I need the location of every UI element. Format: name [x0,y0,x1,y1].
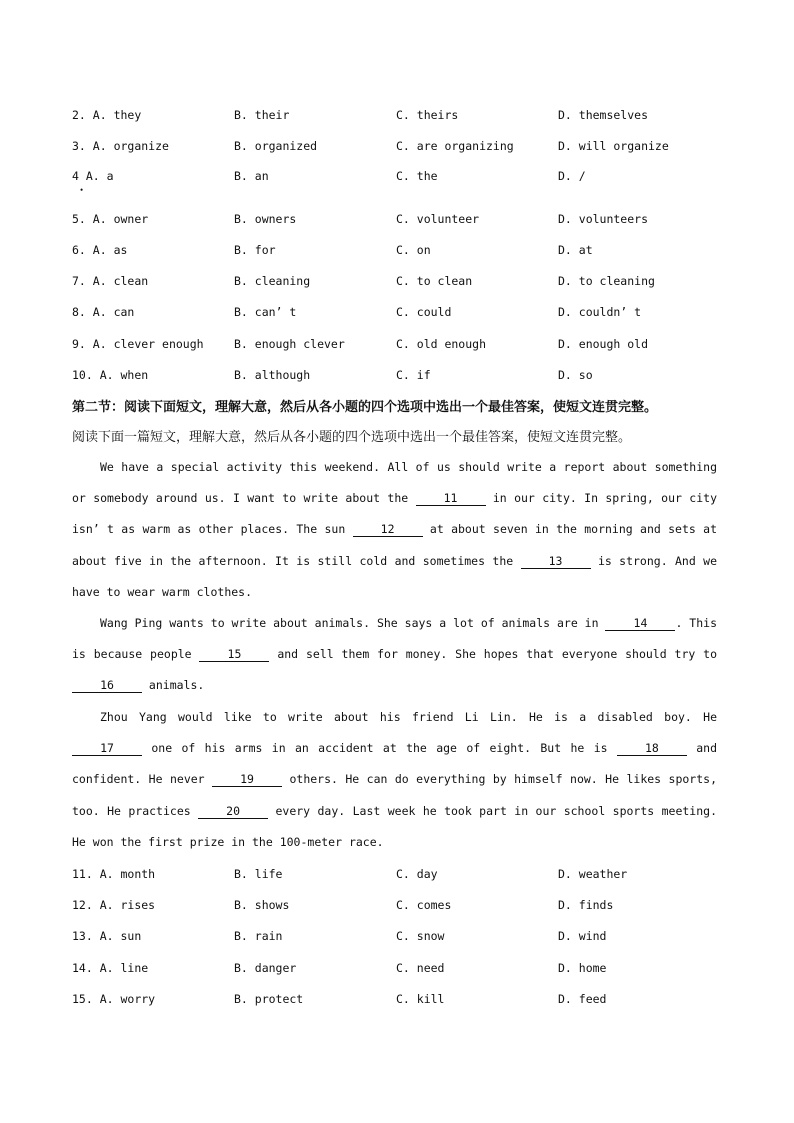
blank-16[interactable]: 16 [72,678,142,693]
option-a: 8. A. can [72,305,135,319]
option-d: D. feed [558,992,607,1006]
option-c: C. volunteer [396,212,480,226]
option-a: 11. A. month [72,867,156,881]
option-b: B. shows [234,898,290,912]
option-b: B. enough clever [234,337,345,351]
option-b: B. owners [234,212,297,226]
option-d: D. volunteers [558,212,649,226]
option-b: B. organized [234,139,318,153]
option-d: D. weather [558,867,628,881]
option-row-5 [72,212,732,230]
option-c: C. kill [396,992,445,1006]
option-row-7 [72,274,732,292]
blank-11[interactable]: 11 [416,491,486,506]
section-heading: 第二节：阅读下面短文，理解大意，然后从各小题的四个选项中选出一个最佳答案，使短文连贯完整。 [72,400,658,415]
option-a: 14. A. line [72,961,149,975]
option-c: C. could [396,305,452,319]
blank-14[interactable]: 14 [605,616,675,631]
option-b: B. rain [234,929,283,943]
option-d: D. couldn’ t [558,305,642,319]
option-c: C. to clean [396,274,473,288]
option-d: D. wind [558,929,607,943]
passage-paragraph-1: We have a special activity this weekend. All of us should write a report about something or somebody around us. I want to write about the 11 in our city. In spring, our city isn’ t as warm as other places. The sun 12 at about seven in the morning and sets at about five in the afternoon. It is still cold and sometimes the 13 is strong. And we have to wear warm clothes. [72,460,718,599]
option-a: 7. A. clean [72,274,149,288]
option-b: B. for [234,243,276,257]
option-d: D. to cleaning [558,274,655,288]
option-d: D. will organize [558,139,669,153]
option-d: D. / [558,169,586,183]
option-row-12 [72,898,732,916]
option-b: B. protect [234,992,304,1006]
option-a: 5. A. owner [72,212,149,226]
option-a: 6. A. as [72,243,128,257]
option-b: B. can’ t [234,305,297,319]
option-row-11 [72,867,732,885]
option-row-8 [72,305,732,323]
option-row-3 [72,139,732,157]
option-c: C. comes [396,898,452,912]
blank-13[interactable]: 13 [521,554,591,569]
option-a: 3. A. organize [72,139,169,153]
option-b: B. cleaning [234,274,311,288]
option-a: 13. A. sun [72,929,142,943]
blank-18[interactable]: 18 [617,741,687,756]
option-d: D. themselves [558,108,649,122]
option-a: 12. A. rises [72,898,156,912]
option-d: D. so [558,368,593,382]
passage-paragraph-2: Wang Ping wants to write about animals. She says a lot of animals are in 14 . This is because people 15 and sell them for money. She hopes that everyone should try to 16 animals. [72,616,718,693]
option-c: C. the [396,169,438,183]
blank-17[interactable]: 17 [72,741,142,756]
option-row-13 [72,929,732,947]
option-a: 2. A. they [72,108,142,122]
passage-paragraph-3: Zhou Yang would like to write about his friend Li Lin. He is a disabled boy. He 17 one of his arms in an accident at the age of eight. But he is 18 and confident. He never 19 others. He can do everything by himself now. He likes sports, too. He practices 20 every day. Last week he took part in our school sports meeting. He won the first prize in the 100-meter race. [72,710,718,849]
option-d: D. home [558,961,607,975]
option-b: B. an [234,169,269,183]
option-b: B. their [234,108,290,122]
option-row-15 [72,992,732,1010]
section-instruction: 阅读下面一篇短文，理解大意，然后从各小题的四个选项中选出一个最佳答案，使短文连贯完整。 [72,430,632,445]
option-d: D. enough old [558,337,649,351]
option-row-6 [72,243,732,261]
option-c: C. on [396,243,431,257]
option-b: B. danger [234,961,297,975]
option-a: 15. A. worry [72,992,156,1006]
blank-20[interactable]: 20 [198,804,268,819]
option-c: C. theirs [396,108,459,122]
option-c: C. day [396,867,438,881]
option-a: 4 A. a [72,169,114,183]
blank-15[interactable]: 15 [199,647,269,662]
blank-12[interactable]: 12 [353,522,423,537]
blank-19[interactable]: 19 [212,772,282,787]
option-a: 10. A. when [72,368,149,382]
option-b: B. although [234,368,311,382]
option-b: B. life [234,867,283,881]
option-row-9 [72,337,732,355]
option-d: D. at [558,243,593,257]
option-a: 9. A. clever enough [72,337,204,351]
option-row-14 [72,961,732,979]
option-d: D. finds [558,898,614,912]
option-c: C. are organizing [396,139,514,153]
option-row-2 [72,108,732,126]
option-c: C. need [396,961,445,975]
option-row-4 [72,169,732,187]
option-c: C. if [396,368,431,382]
option-c: C. snow [396,929,445,943]
option-c: C. old enough [396,337,487,351]
option-row-10 [72,368,732,386]
stray-dot-mark: • [80,185,84,195]
